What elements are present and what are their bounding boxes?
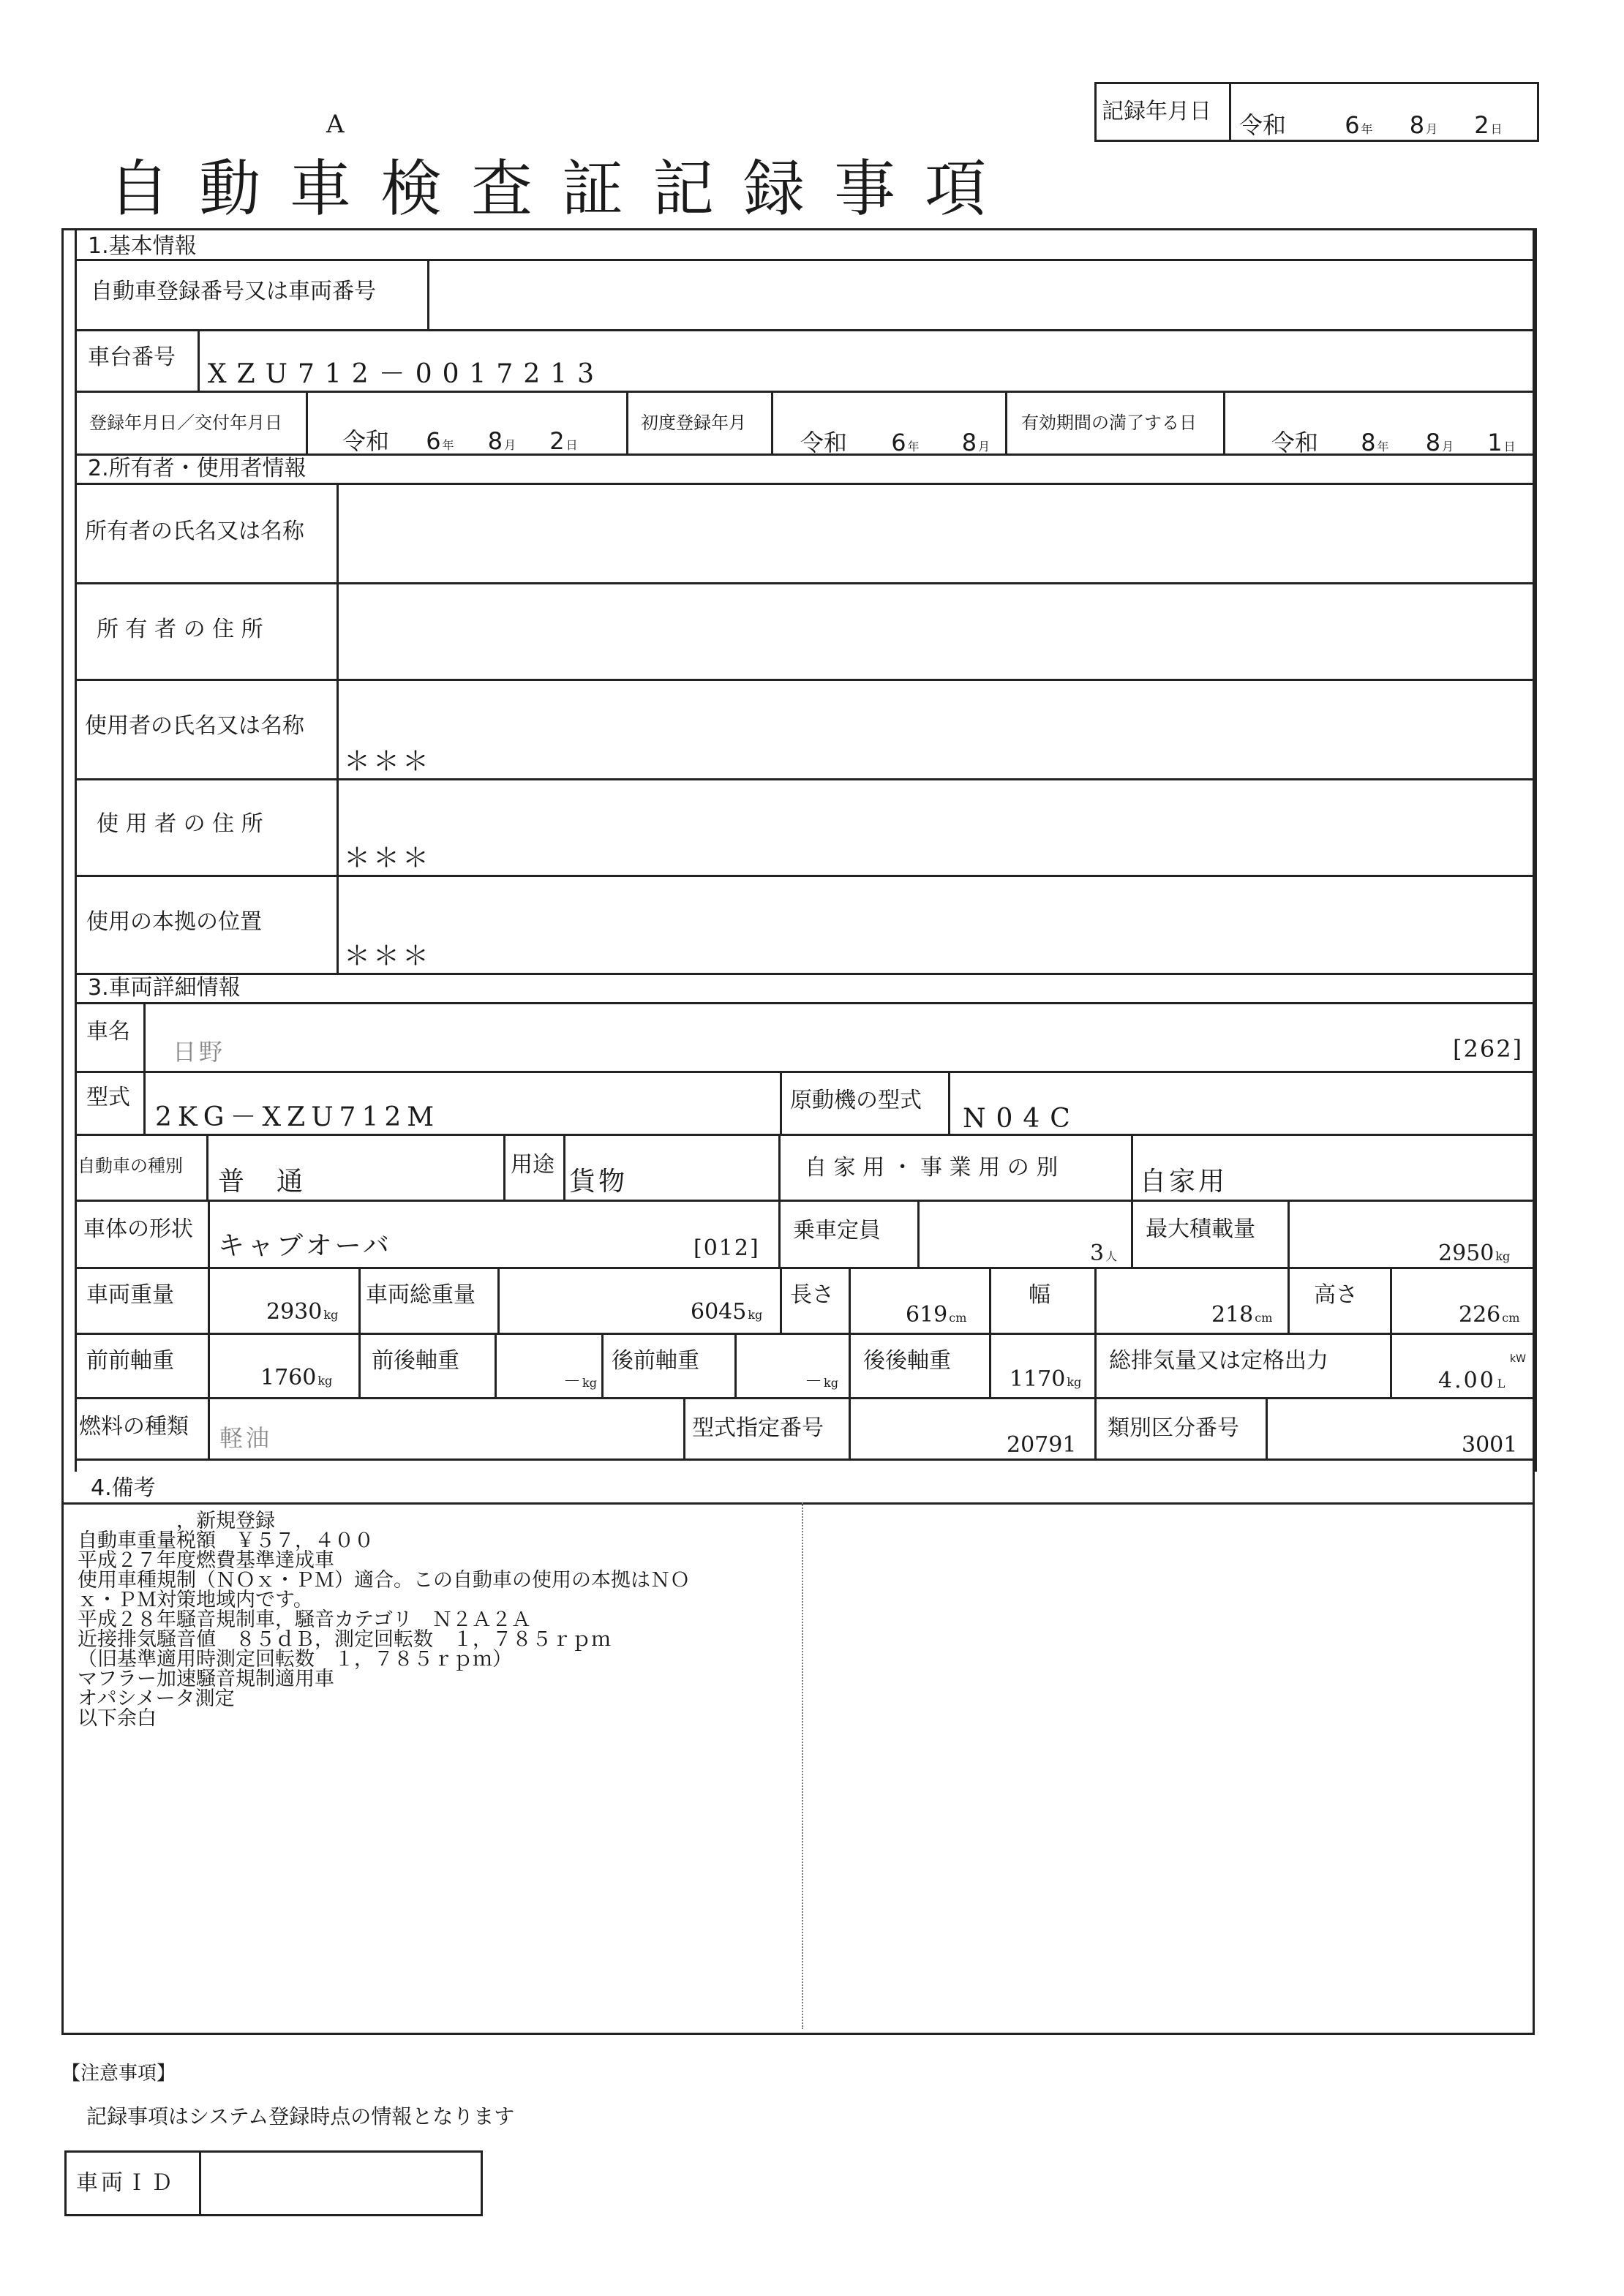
registration-date-label: 登録年月日／交付年月日 [89, 413, 282, 433]
remarks-divider [802, 1502, 803, 2029]
first-registration-label: 初度登録年月 [641, 413, 746, 433]
capacity-label: 乗車定員 [793, 1218, 881, 1243]
class-number-label: 類別区分番号 [1108, 1415, 1239, 1441]
section-2-heading: 2.所有者・使用者情報 [88, 456, 307, 481]
expiry-date-label: 有効期間の満了する日 [1021, 413, 1197, 433]
car-name-code: [262] [1453, 1035, 1524, 1063]
vehicle-weight-label: 車両重量 [86, 1282, 174, 1308]
registration-number-label: 自動車登録番号又は車両番号 [91, 279, 376, 304]
front-front-axle-value: 1760 kg [260, 1365, 333, 1390]
engine-model-value: N04C [963, 1104, 1080, 1134]
displacement-unit-kw: kW [1510, 1353, 1526, 1365]
width-label: 幅 [1029, 1282, 1050, 1308]
private-business-label: 自 家 用 ・ 事 業 用 の 別 [805, 1155, 1059, 1181]
section-4-heading: 4.備考 [91, 1475, 156, 1501]
notes-text: 記録事項はシステム登録時点の情報となります [86, 2104, 515, 2128]
front-rear-axle-label: 前後軸重 [372, 1348, 459, 1374]
vehicle-id-label: 車両ＩＤ [76, 2170, 176, 2196]
max-load-value: 2950 kg [1438, 1241, 1511, 1266]
fuel-type-value: 軽油 [219, 1424, 273, 1452]
vehicle-kind-value: 普 通 [218, 1167, 307, 1197]
remarks-text: ，新規登録 自動車重量税額 ￥５７，４００ 平成２７年度燃費基準達成車 使用車種規制（ＮＯｘ・ＰＭ）適合。この自動車の使用の本拠はＮＯ ｘ・ＰＭ対策地域内です。 平成２８年騒音規制車，騒音カテゴリ Ｎ２Ａ２Ａ 近接排気騒音値 ８５ｄＢ，測定回転数 １，７８５ｒｐｍ （旧基準適用時測定回転数 １，７８５ｒｐｍ） マフラー加速騒音規制適用車 オパシメータ測定 以下余白 [78, 1510, 690, 1730]
car-name-value: 日野 [173, 1038, 226, 1066]
front-front-axle-label: 前前軸重 [86, 1348, 174, 1374]
record-date-value: 令和 6 年 8 月 2 日 [1239, 111, 1503, 139]
vehicle-kind-label: 自動車の種別 [78, 1156, 183, 1176]
body-shape-code: [012] [693, 1235, 760, 1261]
first-registration-value: 令和 6 年 8 月 [800, 429, 990, 456]
engine-model-label: 原動機の型式 [790, 1088, 922, 1113]
vehicle-weight-value: 2930 kg [266, 1299, 339, 1325]
type-designation-value: 20791 [1007, 1432, 1077, 1458]
user-name-value: ＊＊＊ [344, 747, 432, 777]
model-value: 2KG－XZU712M [155, 1102, 440, 1132]
section-3-heading: 3.車両詳細情報 [88, 975, 241, 1001]
fuel-type-label: 燃料の種類 [79, 1414, 189, 1439]
car-name-label: 車名 [86, 1019, 130, 1045]
displacement-value: 4.00 L [1438, 1368, 1505, 1393]
max-load-label: 最大積載量 [1146, 1216, 1255, 1242]
registration-date-value: 令和 6 年 8 月 2 日 [342, 427, 578, 455]
expiry-date-value: 令和 8 年 8 月 1 日 [1271, 429, 1516, 456]
model-label: 型式 [86, 1085, 130, 1110]
gross-weight-value: 6045 kg [691, 1299, 763, 1325]
rear-rear-axle-value: 1170 kg [1010, 1366, 1082, 1392]
record-date-label: 記録年月日 [1102, 99, 1211, 124]
user-address-value: ＊＊＊ [344, 843, 432, 873]
owner-address-label: 所 有 者 の 住 所 [97, 617, 263, 642]
use-label: 用途 [511, 1152, 555, 1178]
chassis-number-label: 車台番号 [88, 345, 176, 370]
class-number-value: 3001 [1462, 1432, 1518, 1458]
length-value: 619 cm [906, 1302, 967, 1328]
rear-front-axle-value: － kg [805, 1371, 838, 1391]
section-1-heading: 1.基本情報 [88, 233, 197, 259]
rear-rear-axle-label: 後後軸重 [863, 1348, 951, 1374]
user-address-label: 使 用 者 の 住 所 [97, 811, 263, 837]
base-location-label: 使用の本拠の位置 [86, 909, 262, 935]
width-value: 218 cm [1211, 1302, 1273, 1328]
private-business-value: 自家用 [1140, 1167, 1228, 1197]
use-value: 貨物 [569, 1167, 628, 1197]
user-name-label: 使用者の氏名又は名称 [85, 713, 304, 739]
gross-weight-label: 車両総重量 [366, 1282, 475, 1308]
body-shape-value: キャブオーバ [218, 1231, 392, 1261]
chassis-number-value: XZU712－0017213 [208, 359, 605, 389]
body-shape-label: 車体の形状 [83, 1216, 193, 1242]
length-label: 長さ [790, 1282, 834, 1308]
front-rear-axle-value: － kg [563, 1371, 597, 1391]
displacement-label: 総排気量又は定格出力 [1109, 1348, 1328, 1374]
owner-name-label: 所有者の氏名又は名称 [85, 519, 304, 544]
type-designation-label: 型式指定番号 [692, 1415, 824, 1441]
capacity-value: 3 人 [1090, 1241, 1118, 1266]
base-location-value: ＊＊＊ [344, 941, 432, 971]
form-letter: A [326, 110, 345, 139]
page-title: 自動車検査証記録事項 [108, 153, 1016, 225]
height-value: 226 cm [1459, 1302, 1520, 1328]
notes-heading: 【注意事項】 [61, 2063, 176, 2085]
height-label: 高さ [1314, 1282, 1358, 1308]
rear-front-axle-label: 後前軸重 [612, 1348, 699, 1374]
